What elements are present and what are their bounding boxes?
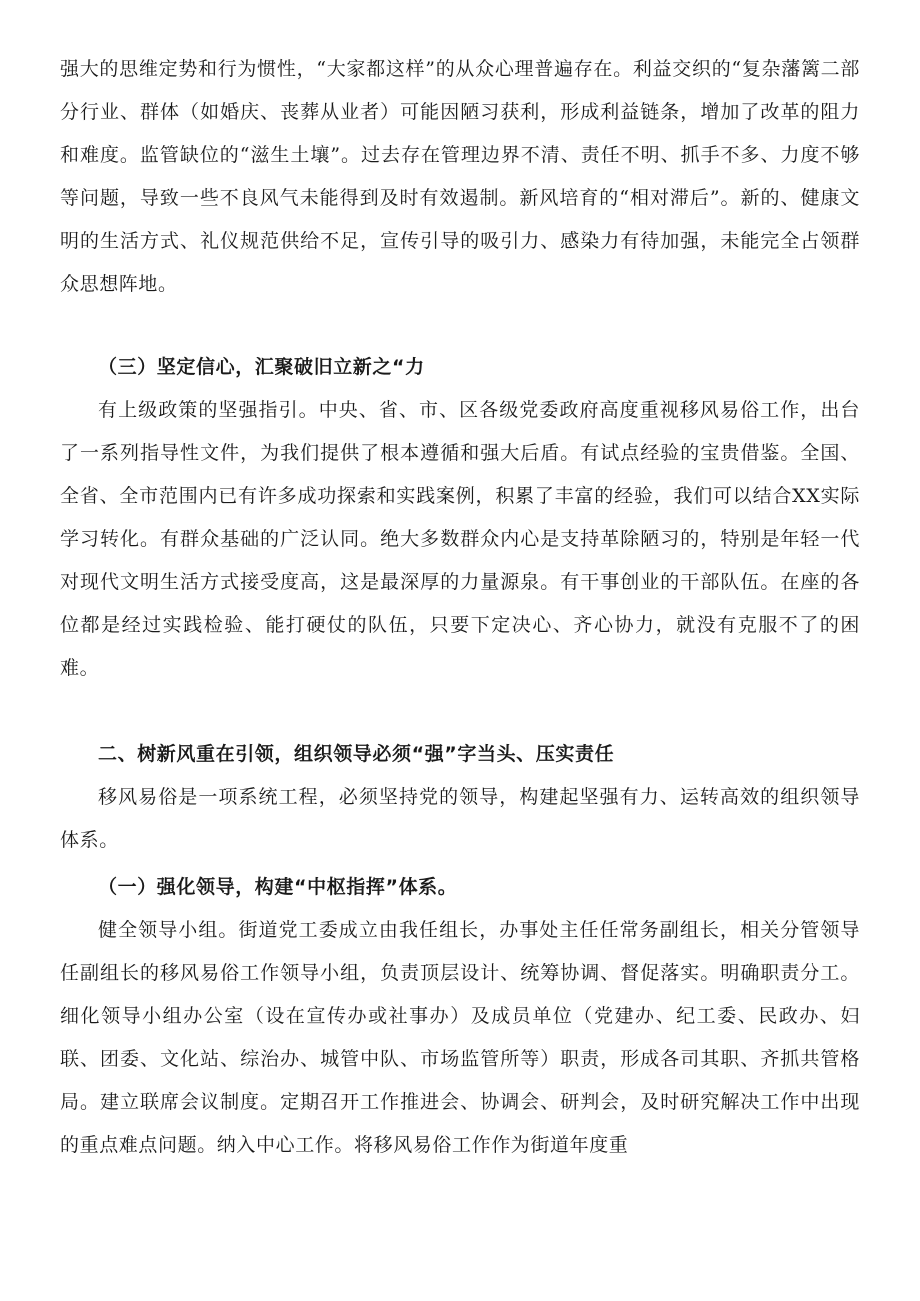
paragraph-leading-group: 健全领导小组。街道党工委成立由我任组长，办事处主任任常务副组长，相关分管领导任副组长的移风易俗工作领导小组，负责顶层设计、统筹协调、督促落实。明确职责分工。细化领导小组办公室（设在宣传办或社事办）及成员单位（党建办、纪工委、民政办、妇联、团委、文化站、综治办、城管中队、市场监管所等）职责，形成各司其职、齐抓共管格局。建立联席会议制度。定期召开工作推进会、协调会、研判会，及时研究解决工作中出现的重点难点问题。纳入中心工作。将移风易俗工作作为街道年度重 bbox=[60, 919, 860, 1156]
section-heading-strengthen-leadership: （一）强化领导，构建“中枢指挥”体系。 bbox=[98, 876, 458, 898]
paragraph-social-inertia: 强大的思维定势和行为惯性，“大家都这样”的从众心理普遍存在。利益交织的“复杂藩篱二部分行业、群体（如婚庆、丧葬从业者）可能因陋习获利，形成利益链条，增加了改革的阻力和难度。监管缺位的“滋生土壤”。过去存在管理边界不清、责任不明、抓手不多、力度不够等问题，导致一些不良风气未能得到及时有效遏制。新风培育的“相对滞后”。新的、健康文明的生活方式、礼仪规范供给不足，宣传引导的吸引力、感染力有待加强，未能完全占领群众思想阵地。 bbox=[60, 58, 860, 295]
chapter-heading-leadership: 二、树新风重在引领，组织领导必须“强”字当头、压实责任 bbox=[98, 743, 615, 765]
section-heading-firm-confidence: （三）坚定信心，汇聚破旧立新之“力 bbox=[98, 356, 425, 378]
paragraph-system-engineering: 移风易俗是一项系统工程，必须坚持党的领导，构建起坚强有力、运转高效的组织领导体系。 bbox=[60, 786, 860, 851]
paragraph-policy-guidance: 有上级政策的坚强指引。中央、省、市、区各级党委政府高度重视移风易俗工作，出台了一系列指导性文件，为我们提供了根本遵循和强大后盾。有试点经验的宝贵借鉴。全国、全省、全市范围内已有许多成功探索和实践案例，积累了丰富的经验，我们可以结合XX实际学习转化。有群众基础的广泛认同。绝大多数群众内心是支持革除陋习的，特别是年轻一代对现代文明生活方式接受度高，这是最深厚的力量源泉。有干事创业的干部队伍。在座的各位都是经过实践检验、能打硬仗的队伍，只要下定决心、齐心协力，就没有克服不了的困难。 bbox=[60, 399, 860, 679]
